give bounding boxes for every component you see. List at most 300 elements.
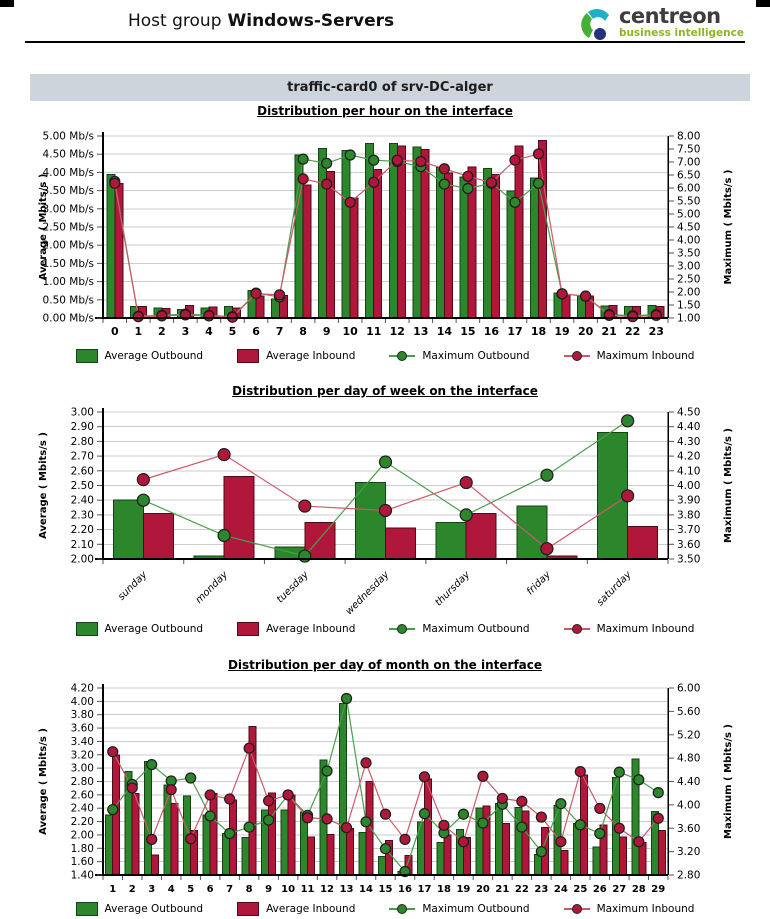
point-maximum-outbound <box>369 155 379 165</box>
left-tick-label: 2.50 <box>70 480 94 492</box>
point-maximum-inbound <box>225 794 235 804</box>
x-tick-label: saturday <box>594 569 634 609</box>
left-tick-label: 3.00 Mb/s <box>42 203 94 216</box>
host-group-name: Windows-Servers <box>227 11 395 31</box>
point-maximum-inbound <box>264 796 274 806</box>
left-tick-label: 3.80 <box>70 709 94 722</box>
x-tick-label: 11 <box>300 884 315 895</box>
point-maximum-outbound <box>322 158 332 168</box>
bar-average-inbound <box>421 149 429 318</box>
point-maximum-inbound <box>322 179 332 189</box>
x-tick-label: 14 <box>359 884 373 895</box>
right-tick-label: 5.60 <box>677 705 701 718</box>
right-axis-title: Maximum ( Mbits/s ) <box>723 724 734 839</box>
x-tick-label: 3 <box>148 884 156 895</box>
x-tick-label: 0 <box>110 325 119 338</box>
right-tick-label: 4.30 <box>677 435 701 448</box>
point-maximum-inbound <box>342 823 352 833</box>
right-tick-label: 3.00 <box>677 260 701 273</box>
legend-label: Average Inbound <box>266 350 356 362</box>
bar-average-outbound <box>531 178 539 318</box>
red-line-dot-icon <box>564 351 590 361</box>
point-maximum-inbound <box>653 813 663 823</box>
point-maximum-outbound <box>614 767 624 777</box>
left-tick-label: 1.00 Mb/s <box>42 276 94 289</box>
x-tick-label: wednesday <box>343 569 392 618</box>
right-tick-label: 4.40 <box>677 421 701 434</box>
left-tick-label: 2.60 <box>70 789 94 802</box>
left-tick-label: 1.80 <box>70 842 94 855</box>
x-tick-label: 9 <box>265 884 273 895</box>
right-tick-label: 4.50 <box>677 221 701 234</box>
point-maximum-outbound <box>460 509 472 521</box>
left-tick-label: 3.00 <box>70 406 94 419</box>
bar-average-inbound <box>539 141 547 318</box>
point-maximum-outbound <box>244 822 254 832</box>
page-title-prefix: Host group <box>128 11 222 31</box>
bar-average-inbound <box>522 811 529 875</box>
x-tick-label: 17 <box>417 884 432 895</box>
point-maximum-inbound <box>299 500 311 512</box>
centreon-logo <box>576 6 744 44</box>
bar-average-inbound <box>366 782 373 876</box>
right-tick-label: 3.60 <box>677 822 701 835</box>
green-bar-swatch-icon <box>76 622 98 636</box>
legend-label: Average Inbound <box>266 623 356 635</box>
point-maximum-inbound <box>595 803 605 813</box>
x-tick-label: 8 <box>299 325 307 338</box>
bar-average-inbound <box>397 146 405 318</box>
x-tick-label: 26 <box>592 884 607 895</box>
left-tick-label: 3.40 <box>70 735 94 748</box>
point-maximum-inbound <box>251 289 261 299</box>
bar-average-inbound <box>327 171 335 318</box>
x-tick-label: 1 <box>109 884 117 895</box>
x-tick-label: thursday <box>433 569 473 609</box>
left-tick-label: 2.40 <box>70 494 94 507</box>
x-axis-labels <box>116 569 634 618</box>
x-tick-label: 21 <box>601 325 617 338</box>
x-tick-label: 20 <box>475 884 490 895</box>
bar-average-outbound <box>342 151 350 318</box>
legend-average-inbound <box>237 622 355 636</box>
green-bar-swatch-icon <box>76 349 98 363</box>
bar-average-inbound <box>143 513 173 559</box>
bar-average-outbound <box>507 191 515 318</box>
point-maximum-inbound <box>127 783 137 793</box>
point-maximum-inbound <box>303 813 313 823</box>
x-axis-labels <box>111 325 664 338</box>
right-tick-label: 4.40 <box>677 776 701 788</box>
right-axis-title: Maximum ( Mbits/s ) <box>723 169 734 285</box>
red-bar-swatch-icon <box>237 902 259 916</box>
chart-legend <box>0 349 770 363</box>
x-tick-label: 6 <box>206 884 214 895</box>
bar-average-inbound <box>256 296 264 318</box>
bar-average-inbound <box>628 527 658 559</box>
bar-average-inbound <box>347 828 354 875</box>
centreon-logo-text <box>619 6 744 39</box>
left-tick-label: 2.60 <box>70 465 94 478</box>
point-maximum-inbound <box>275 290 285 300</box>
right-tick-label: 3.80 <box>677 509 701 522</box>
point-maximum-inbound <box>322 814 332 824</box>
legend-average-outbound <box>76 349 204 363</box>
right-tick-label: 5.50 <box>677 195 701 208</box>
point-maximum-inbound <box>581 291 591 301</box>
section-title: traffic-card0 of srv-DC-alger <box>287 80 493 95</box>
hourly-chart-plot <box>0 122 770 347</box>
legend-average-inbound <box>237 902 355 916</box>
right-tick-label: 2.80 <box>677 869 701 882</box>
x-tick-label: 16 <box>398 884 412 895</box>
point-maximum-outbound <box>147 760 157 770</box>
bar-average-inbound <box>152 855 159 875</box>
left-tick-label: 2.80 <box>70 435 94 448</box>
bar-average-outbound <box>437 842 444 875</box>
red-bar-swatch-icon <box>237 622 259 636</box>
point-maximum-inbound <box>204 311 214 321</box>
x-tick-label: 5 <box>187 884 195 895</box>
red-bar-swatch-icon <box>237 349 259 363</box>
x-tick-label: 15 <box>378 884 393 895</box>
bar-average-inbound <box>374 169 382 318</box>
legend-label: Average Outbound <box>104 903 204 915</box>
x-tick-label: 12 <box>389 325 405 338</box>
right-tick-label: 4.00 <box>677 234 701 247</box>
bar-average-inbound <box>171 804 178 875</box>
bar-average-inbound <box>210 794 217 875</box>
left-tick-label: 2.00 <box>70 829 94 842</box>
bar-average-inbound <box>502 824 509 875</box>
point-maximum-outbound <box>534 178 544 188</box>
point-maximum-outbound <box>322 766 332 776</box>
red-line-dot-icon <box>564 904 590 914</box>
left-tick-label: 1.60 <box>70 856 94 869</box>
point-maximum-outbound <box>439 179 449 189</box>
left-tick-label: 5.00 Mb/s <box>42 130 94 143</box>
section-header <box>30 74 750 101</box>
point-maximum-inbound <box>147 834 157 844</box>
x-tick-label: 16 <box>483 325 500 338</box>
left-tick-label: 3.50 Mb/s <box>42 185 94 198</box>
point-maximum-inbound <box>298 174 308 184</box>
gridlines <box>103 136 668 318</box>
point-maximum-inbound <box>575 767 585 777</box>
left-tick-label: 4.00 <box>70 695 94 708</box>
point-maximum-outbound <box>556 799 566 809</box>
bar-average-outbound <box>379 856 386 875</box>
bar-average-outbound <box>483 168 491 318</box>
point-maximum-inbound <box>380 504 392 516</box>
right-tick-label: 5.20 <box>677 729 701 742</box>
centreon-logo-icon <box>576 6 614 44</box>
right-tick-label: 7.00 <box>677 156 701 169</box>
bar-average-outbound <box>356 483 386 559</box>
x-tick-label: 13 <box>339 884 354 895</box>
right-tick-label: 4.00 <box>677 480 701 492</box>
left-tick-label: 2.40 <box>70 802 94 815</box>
bar-average-outbound <box>460 177 468 318</box>
bar-average-outbound <box>203 815 210 875</box>
centreon-tagline: business intelligence <box>618 27 744 39</box>
point-maximum-inbound <box>557 289 567 299</box>
centreon-wordmark: centreon <box>618 4 721 28</box>
x-tick-label: 2 <box>128 884 136 895</box>
monthly-chart-plot <box>0 676 770 900</box>
left-tick-label: 3.00 <box>70 762 94 775</box>
page-corner-mark-left <box>0 0 14 7</box>
right-tick-label: 6.50 <box>677 169 701 182</box>
left-tick-label: 2.20 <box>70 816 94 829</box>
point-maximum-inbound <box>419 772 429 782</box>
green-line-dot-icon <box>389 904 415 914</box>
bar-average-outbound <box>281 810 288 875</box>
right-axis-labels <box>669 683 700 882</box>
x-tick-label: 23 <box>534 884 549 895</box>
point-maximum-inbound <box>137 474 149 486</box>
bar-average-inbound <box>424 779 431 875</box>
legend-average-inbound <box>237 349 355 363</box>
left-tick-label: 2.30 <box>70 509 94 522</box>
left-axis-labels <box>43 131 102 325</box>
chart-legend <box>0 622 770 636</box>
point-maximum-inbound <box>439 820 449 830</box>
left-tick-label: 4.00 Mb/s <box>42 166 94 179</box>
bar-average-outbound <box>593 847 600 875</box>
legend-label: Maximum Inbound <box>596 623 695 635</box>
point-maximum-outbound <box>517 822 527 832</box>
point-maximum-inbound <box>478 771 488 781</box>
point-maximum-inbound <box>283 790 293 800</box>
bar-average-outbound <box>413 147 421 318</box>
right-tick-label: 4.50 <box>677 406 701 419</box>
legend-label: Average Outbound <box>104 623 204 635</box>
bar-average-inbound <box>658 830 665 875</box>
point-maximum-inbound <box>218 449 230 461</box>
point-maximum-outbound <box>510 197 520 207</box>
x-tick-label: 15 <box>460 325 476 338</box>
point-maximum-outbound <box>463 184 473 194</box>
bar-average-inbound <box>327 834 334 875</box>
left-tick-label: 3.20 <box>70 749 94 762</box>
point-maximum-outbound <box>458 809 468 819</box>
line-maximum-inbound <box>115 154 656 317</box>
point-maximum-inbound <box>439 164 449 174</box>
bar-average-inbound <box>515 146 523 318</box>
bar-average-outbound <box>340 703 347 875</box>
point-maximum-inbound <box>400 834 410 844</box>
line-maximum-outbound <box>115 155 656 317</box>
weekly-chart-plot <box>0 402 770 620</box>
x-tick-label: 1 <box>134 325 143 338</box>
bar-average-outbound <box>436 522 466 559</box>
bar-average-inbound <box>350 198 358 318</box>
weekly-distribution-chart <box>0 384 770 636</box>
right-tick-label: 3.70 <box>677 524 701 537</box>
right-tick-label: 5.00 <box>677 208 701 221</box>
point-maximum-outbound <box>541 469 553 481</box>
left-tick-label: 1.50 Mb/s <box>42 257 94 270</box>
point-maximum-inbound <box>460 477 472 489</box>
x-tick-label: 7 <box>275 325 284 338</box>
point-maximum-inbound <box>458 837 468 847</box>
x-tick-label: 13 <box>413 325 429 338</box>
point-maximum-outbound <box>186 773 196 783</box>
legend-maximum-outbound <box>389 623 529 635</box>
bar-average-outbound <box>366 144 374 318</box>
x-tick-label: 3 <box>181 325 190 338</box>
x-tick-label: 11 <box>366 325 382 338</box>
point-maximum-inbound <box>205 790 215 800</box>
point-maximum-outbound <box>218 529 230 541</box>
green-bar-swatch-icon <box>76 902 98 916</box>
left-tick-label: 2.80 <box>70 776 94 788</box>
x-tick-label: 25 <box>573 884 588 895</box>
point-maximum-outbound <box>108 805 118 815</box>
legend-label: Maximum Inbound <box>596 903 695 915</box>
x-tick-label: 18 <box>436 884 451 895</box>
point-maximum-outbound <box>478 818 488 828</box>
point-maximum-inbound <box>622 490 634 502</box>
left-tick-label: 2.70 <box>70 450 94 463</box>
left-tick-label: 2.00 <box>70 553 94 566</box>
bar-average-inbound <box>308 837 315 875</box>
legend-maximum-outbound <box>389 903 529 915</box>
x-tick-label: 12 <box>320 884 335 895</box>
x-tick-label: 7 <box>226 884 234 895</box>
bar-average-outbound <box>113 500 143 559</box>
right-tick-label: 1.00 <box>677 312 701 325</box>
bar-average-inbound <box>491 175 499 318</box>
bar-average-outbound <box>436 168 444 318</box>
x-tick-label: 9 <box>322 325 331 338</box>
x-tick-label: 10 <box>281 884 296 895</box>
right-axis-title: Maximum ( Mbits/s ) <box>723 428 734 543</box>
legend-maximum-outbound <box>389 350 529 362</box>
left-tick-label: 2.90 <box>70 421 94 434</box>
x-tick-label: 22 <box>625 325 641 338</box>
point-maximum-inbound <box>369 177 379 187</box>
bar-average-inbound <box>303 185 311 318</box>
point-maximum-inbound <box>345 197 355 207</box>
point-maximum-inbound <box>510 155 520 165</box>
point-maximum-inbound <box>536 812 546 822</box>
x-tick-label: monday <box>193 569 231 606</box>
point-maximum-inbound <box>497 793 507 803</box>
right-tick-label: 3.20 <box>677 846 701 859</box>
legend-maximum-inbound <box>564 623 695 635</box>
right-tick-label: 6.00 <box>677 682 701 695</box>
point-maximum-inbound <box>186 834 196 844</box>
bar-average-outbound <box>106 815 113 875</box>
point-maximum-outbound <box>380 456 392 468</box>
bar-average-outbound <box>242 838 249 875</box>
left-axis-title: Average ( Mbits/s ) <box>38 728 49 835</box>
left-tick-label: 2.50 Mb/s <box>42 221 94 234</box>
bar-average-inbound <box>224 477 254 559</box>
left-tick-label: 2.10 <box>70 538 94 551</box>
right-axis-labels <box>669 407 700 566</box>
x-tick-label: 19 <box>456 884 471 895</box>
left-tick-label: 3.60 <box>70 722 94 735</box>
point-maximum-inbound <box>392 155 402 165</box>
bar-average-outbound <box>107 175 115 318</box>
point-maximum-outbound <box>205 811 215 821</box>
left-axis-title: Average ( Mbits/s ) <box>38 432 49 539</box>
right-tick-label: 4.10 <box>677 465 701 478</box>
chart-legend <box>0 902 770 916</box>
point-maximum-outbound <box>653 788 663 798</box>
left-tick-label: 4.20 <box>70 682 94 695</box>
x-tick-label: 27 <box>612 884 627 895</box>
right-tick-label: 3.50 <box>677 247 701 260</box>
bar-average-outbound <box>319 149 327 318</box>
legend-label: Maximum Outbound <box>422 903 530 915</box>
point-maximum-inbound <box>628 312 638 322</box>
left-axis-labels <box>71 683 102 882</box>
bar-average-outbound <box>389 144 397 318</box>
chart-title-hour: Distribution per hour on the interface <box>257 104 513 118</box>
x-tick-label: 19 <box>554 325 570 338</box>
x-tick-label: 28 <box>631 884 646 895</box>
bar-average-inbound <box>444 835 451 875</box>
bar-average-outbound <box>145 761 152 875</box>
point-maximum-inbound <box>166 785 176 795</box>
bar-average-inbound <box>386 528 416 559</box>
right-tick-label: 2.00 <box>677 286 701 299</box>
bar-average-outbound <box>223 834 230 875</box>
point-maximum-inbound <box>634 837 644 847</box>
right-tick-label: 4.20 <box>677 450 701 463</box>
right-tick-label: 4.00 <box>677 799 701 812</box>
right-tick-label: 8.00 <box>677 130 701 143</box>
left-tick-label: 2.00 Mb/s <box>42 239 94 252</box>
legend-label: Maximum Outbound <box>422 350 530 362</box>
point-maximum-outbound <box>137 494 149 506</box>
point-maximum-outbound <box>575 820 585 830</box>
bar-average-inbound <box>132 794 139 875</box>
x-tick-label: 4 <box>205 325 213 338</box>
green-line-dot-icon <box>389 351 415 361</box>
page-title <box>128 11 394 31</box>
left-axis-title: Average ( Mbits/s ) <box>38 173 49 281</box>
right-axis-labels <box>669 131 700 325</box>
point-maximum-outbound <box>595 829 605 839</box>
monthly-distribution-chart <box>0 658 770 916</box>
point-maximum-inbound <box>463 171 473 181</box>
green-line-dot-icon <box>389 624 415 634</box>
point-maximum-inbound <box>486 178 496 188</box>
point-maximum-inbound <box>534 149 544 159</box>
left-tick-label: 1.40 <box>70 869 94 882</box>
left-tick-label: 0.00 Mb/s <box>42 312 94 325</box>
point-maximum-outbound <box>345 150 355 160</box>
x-tick-label: friday <box>524 569 554 598</box>
right-tick-label: 6.00 <box>677 182 701 195</box>
point-maximum-outbound <box>264 815 274 825</box>
legend-label: Maximum Inbound <box>596 350 695 362</box>
right-tick-label: 3.60 <box>677 538 701 551</box>
point-maximum-outbound <box>381 844 391 854</box>
header-divider <box>25 41 745 43</box>
point-maximum-inbound <box>381 809 391 819</box>
legend-label: Average Inbound <box>266 903 356 915</box>
bar-average-outbound <box>495 804 502 875</box>
point-maximum-inbound <box>614 823 624 833</box>
point-maximum-inbound <box>541 543 553 555</box>
legend-label: Average Outbound <box>104 350 204 362</box>
